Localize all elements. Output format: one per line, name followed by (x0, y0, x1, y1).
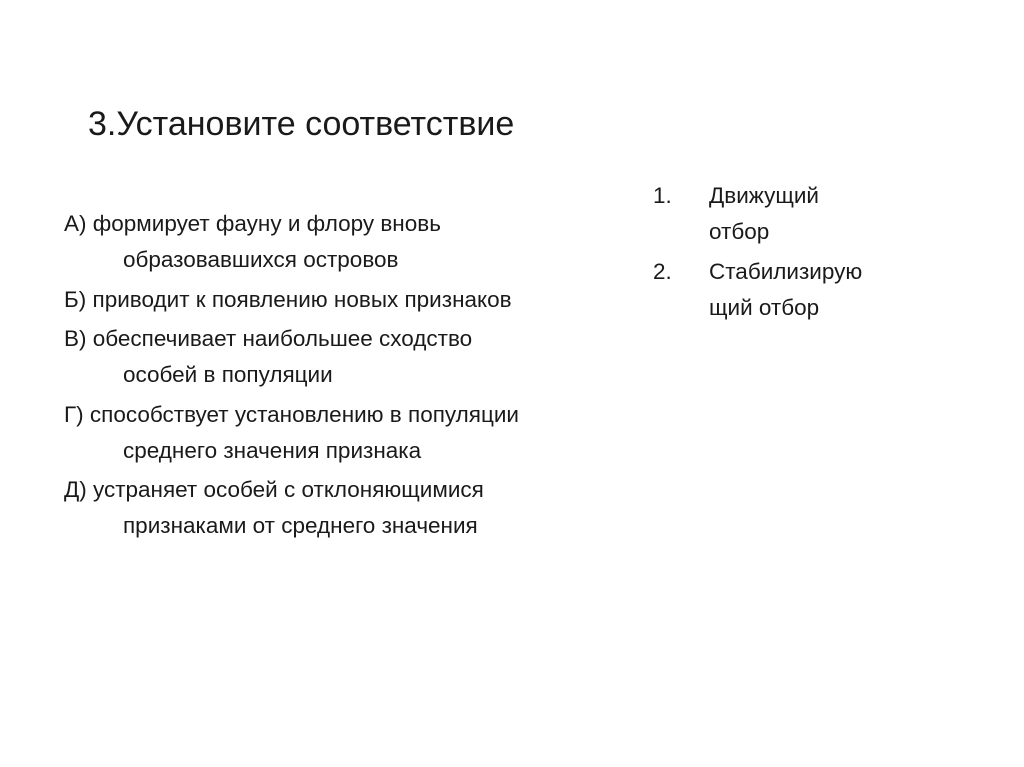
characteristic-item (64, 472, 624, 544)
selection-type-number: 2. (653, 258, 672, 284)
characteristic-text: А) формирует фауну и флору вновь образовавшихся островов (64, 211, 441, 272)
characteristic-text: Г) способствует установлению в популяции среднего значения признака (64, 401, 519, 463)
selection-types-list (653, 178, 913, 329)
characteristic-item (64, 282, 624, 318)
characteristic-text: Д) устраняет особей с отклоняющимися признаками от среднего значения (64, 477, 484, 539)
characteristic-text: Б) приводит к появлению новых признаков (64, 286, 512, 312)
characteristics-list (64, 206, 624, 548)
selection-type-item (653, 178, 913, 250)
slide-title: 3.Установите соответствие (88, 105, 515, 143)
selection-type-label: Движущий отбор (709, 183, 819, 244)
selection-type-number: 1. (653, 183, 672, 208)
characteristic-item (64, 206, 624, 278)
selection-type-item (653, 254, 913, 326)
selection-type-label: Стабилизирую щий отбор (709, 258, 863, 320)
characteristic-text: В) обеспечивает наибольшее сходство особей в популяции (64, 326, 473, 388)
characteristic-item (64, 397, 624, 469)
characteristic-item (64, 321, 624, 393)
